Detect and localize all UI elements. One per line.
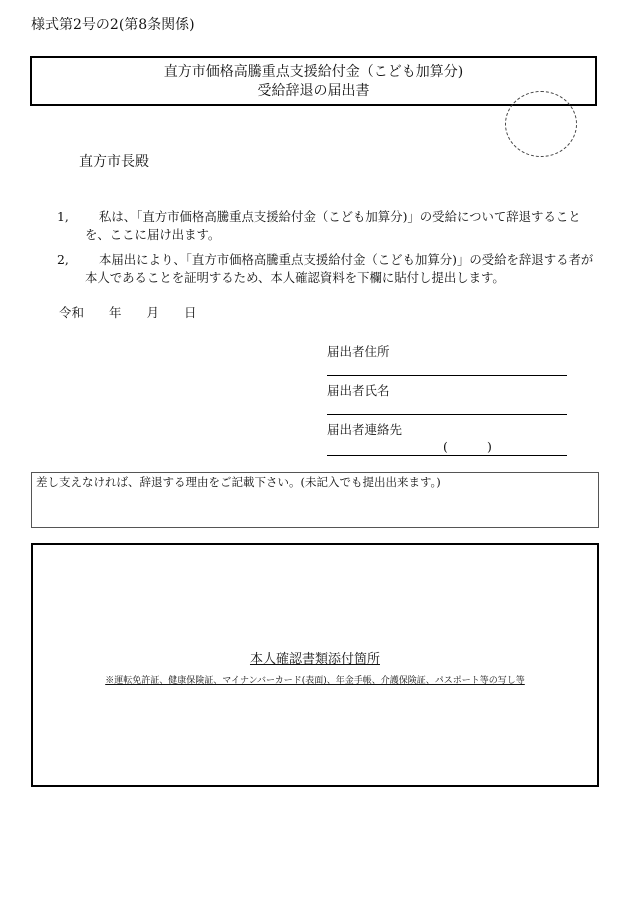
document-title-line2: 受給辞退の届出書 (257, 83, 370, 99)
address-field[interactable] (327, 375, 567, 376)
attachment-note: ※運転免許証、健康保険証、マイナンバーカード(表面)、年金手帳、介護保険証、パスポート等の写し等 (105, 676, 525, 686)
name-label: 届出者氏名 (327, 383, 390, 398)
id-attachment-box (31, 543, 599, 787)
reason-prompt: 差し支えなければ、辞退する理由をご記載下さい。(未記入でも提出出来ます。) (36, 475, 441, 489)
statement-item-number: 1, (57, 209, 69, 224)
statement-item-1 (57, 208, 597, 244)
statement-item-2 (57, 251, 597, 287)
address-label: 届出者住所 (327, 344, 390, 359)
name-field[interactable] (327, 414, 567, 415)
attachment-title: 本人確認書類添付箇所 (249, 652, 380, 667)
document-title-box (30, 56, 597, 106)
contact-field[interactable] (327, 455, 567, 456)
document-title-line1: 直方市価格高騰重点支援給付金（こども加算分) (163, 64, 464, 80)
form-number: 様式第2号の2(第8条関係) (31, 17, 195, 33)
contact-label: 届出者連絡先 (327, 422, 403, 437)
date-line: 令和 年 月 日 (59, 305, 197, 320)
reason-box[interactable] (31, 472, 599, 528)
addressee: 直方市長殿 (79, 154, 149, 170)
statement-item-text: 本届出により、「直方市価格高騰重点支援給付金（こども加算分)」の受給を辞退する者が本人であることを証明するため、本人確認資料を下欄に貼付し提出します。 (85, 252, 594, 285)
statement-item-text: 私は、「直方市価格高騰重点支援給付金（こども加算分)」の受給について辞退することを、ここに届け出ます。 (85, 209, 581, 242)
contact-paren-close: ) (487, 439, 492, 454)
seal-placeholder (505, 91, 577, 157)
contact-paren-open: ( (443, 439, 448, 454)
statement-item-number: 2, (57, 252, 69, 267)
